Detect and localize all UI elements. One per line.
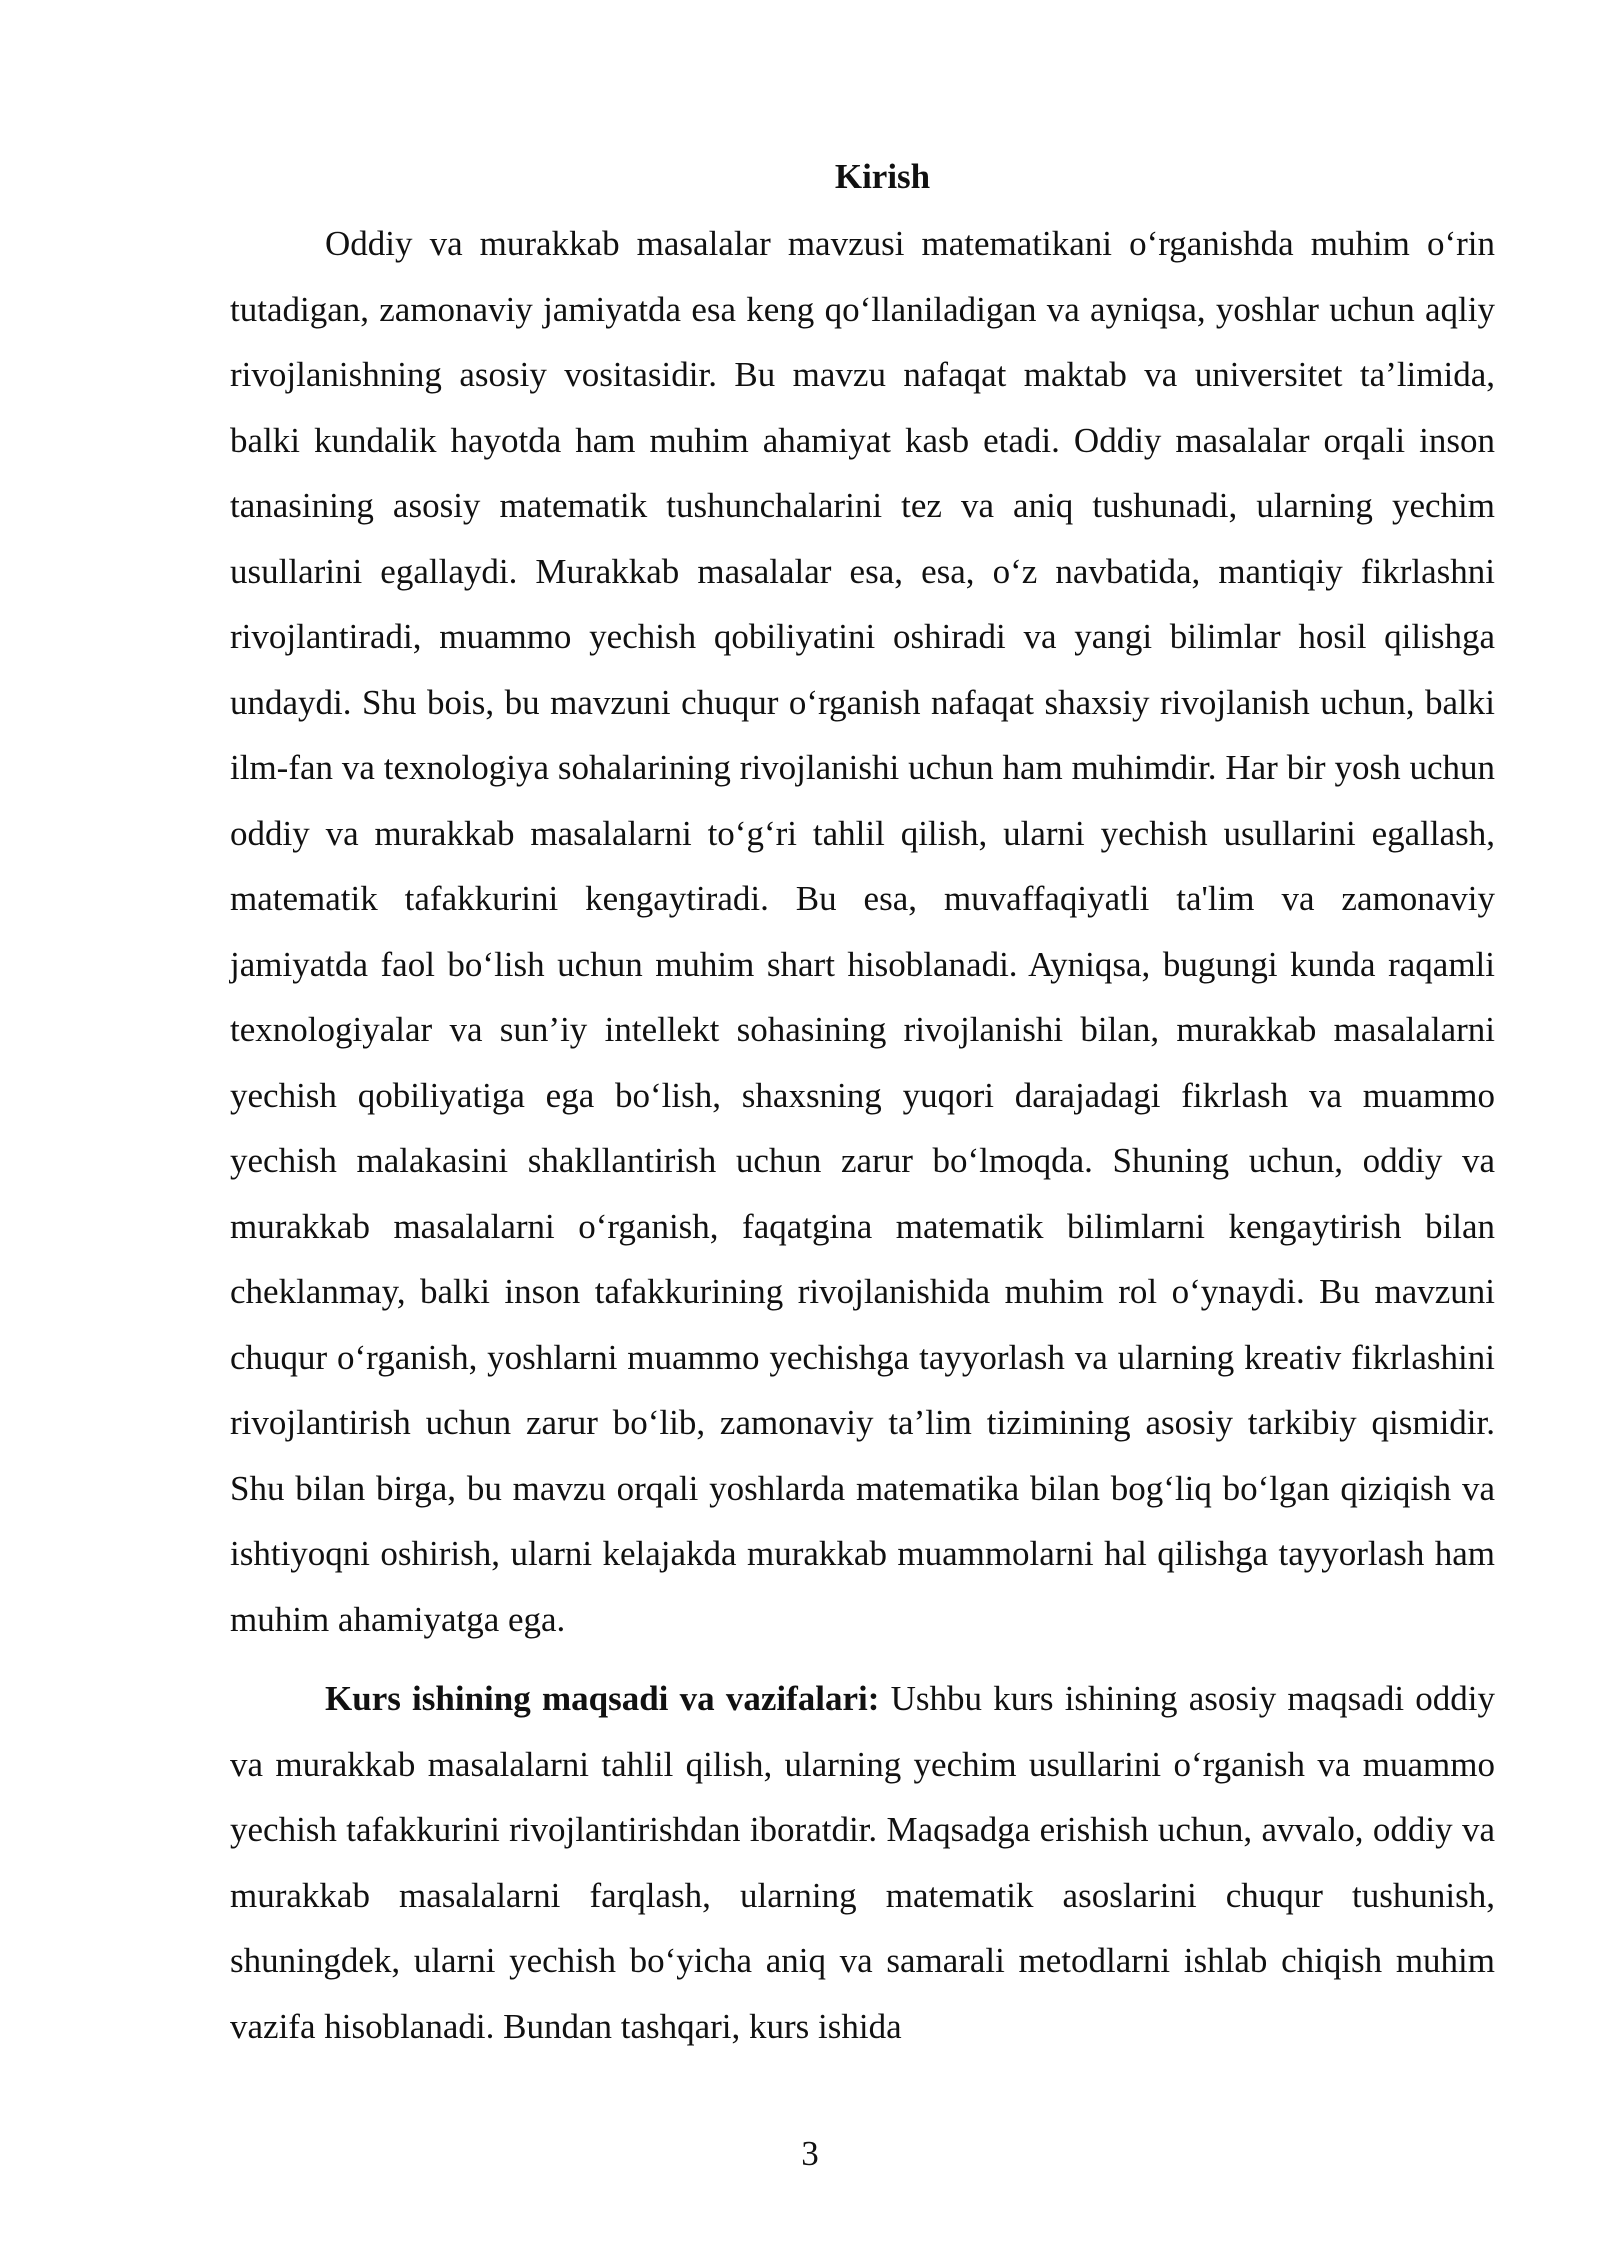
goals-paragraph-text: Ushbu kurs ishining asosiy maqsadi oddiy va murakkab masalalarni tahlil qilish, ularning yechim usullarini o‘rganish va muammo yechish tafakkurini rivojlantirishdan iboratdir. Maqsadga erishish uchun, avvalo, oddiy va murakkab masalalarni farqlash, ularning matematik asoslarini chuqur tushunish, shuningdek, ularni yechish bo‘yicha aniq va samarali metodlarni ishlab chiqish muhim vazifa hisoblanadi. Bundan tashqari, kurs ishida	[230, 1679, 1495, 2046]
goals-paragraph-lead: Kurs ishining maqsadi va vazifalari:	[325, 1679, 880, 1718]
section-heading: Kirish	[834, 157, 931, 196]
page-number: 3	[801, 2134, 819, 2173]
page-content	[230, 148, 1495, 2059]
intro-paragraph-text: Oddiy va murakkab masalalar mavzusi matematikani o‘rganishda muhim o‘rin tutadigan, zamonaviy jamiyatda esa keng qo‘llaniladigan va ayniqsa, yoshlar uchun aqliy rivojlanishning asosiy vositasidir. Bu mavzu nafaqat maktab va universitet ta’limida, balki kundalik hayotda ham muhim ahamiyat kasb etadi. Oddiy masalalar orqali inson tanasining asosiy matematik tushunchalarini tez va aniq tushunadi, ularning yechim usullarini egallaydi. Murakkab masalalar esa, esa, o‘z navbatida, mantiqiy fikrlashni rivojlantiradi, muammo yechish qobiliyatini oshiradi va yangi bilimlar hosil qilishga undaydi. Shu bois, bu mavzuni chuqur o‘rganish nafaqat shaxsiy rivojlanish uchun, balki ilm-fan va texnologiya sohalarining rivojlanishi uchun ham muhimdir. Har bir yosh uchun oddiy va murakkab masalalarni to‘g‘ri tahlil qilish, ularni yechish usullarini egallash, matematik tafakkurini kengaytiradi. Bu esa, muvaffaqiyatli ta'lim va zamonaviy jamiyatda faol bo‘lish uchun muhim shart hisoblanadi. Ayniqsa, bugungi kunda raqamli texnologiyalar va sun’iy intellekt sohasining rivojlanishi bilan, murakkab masalalarni yechish qobiliyatiga ega bo‘lish, shaxsning yuqori darajadagi fikrlash va muammo yechish malakasini shakllantirish uchun zarur bo‘lmoqda. Shuning uchun, oddiy va murakkab masalalarni o‘rganish, faqatgina matematik bilimlarni kengaytirish bilan cheklanmay, balki inson tafakkurining rivojlanishida muhim rol o‘ynaydi. Bu mavzuni chuqur o‘rganish, yoshlarni muammo yechishga tayyorlash va ularning kreativ fikrlashini rivojlantirish uchun zarur bo‘lib, zamonaviy ta’lim tizimining asosiy tarkibiy qismidir. Shu bilan birga, bu mavzu orqali yoshlarda matematika bilan bog‘liq bo‘lgan qiziqish va ishtiyoqni oshirish, ularni kelajakda murakkab muammolarni hal qilishga tayyorlash ham muhim ahamiyatga ega.	[230, 224, 1495, 1639]
goals-paragraph	[230, 1666, 1495, 2059]
intro-paragraph	[230, 211, 1495, 1652]
